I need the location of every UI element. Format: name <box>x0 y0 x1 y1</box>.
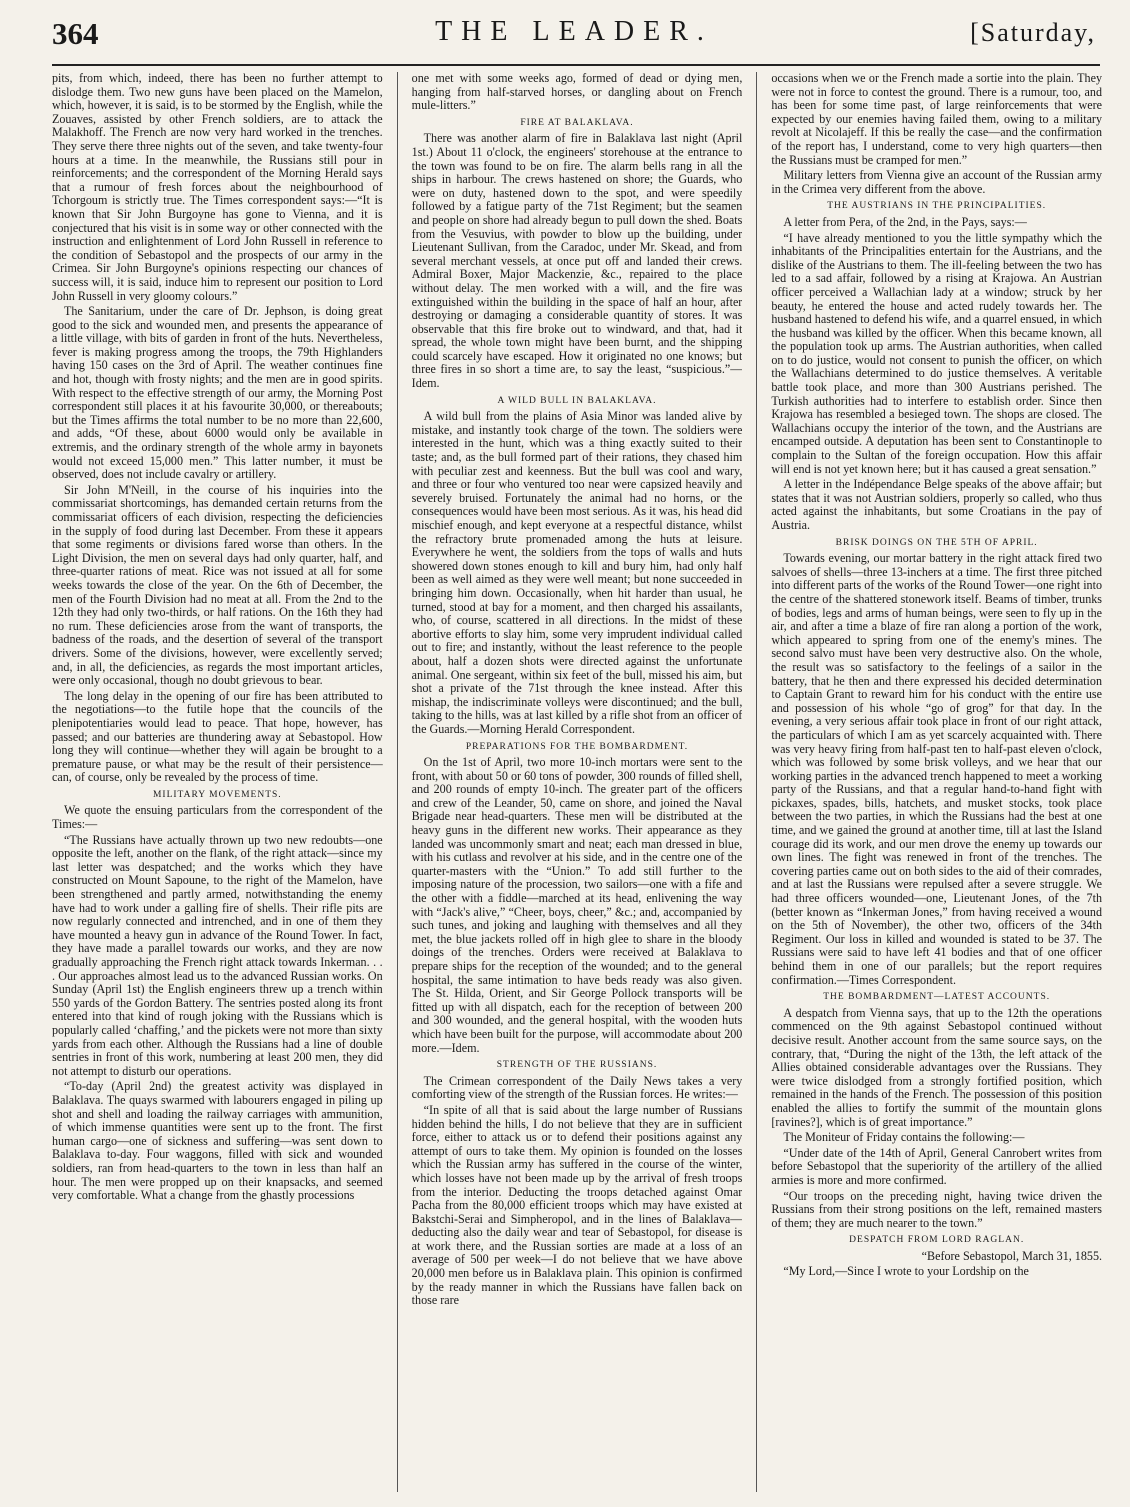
paragraph: “Under date of the 14th of April, General Canrobert writes from before Sebastopol that the superiority of the artillery of the allied armies is more and more confirmed. <box>771 1145 1103 1187</box>
paragraph: pits, from which, indeed, there has been no further attempt to dislodge them. Two new guns have been placed on the Mamelon, which, however, it is said, is to be stormed by the English, while the Zouaves, assisted by other French soldiers, are to attack the Malakhoff. The French are now very hard worked in the trenches. They serve there three nights out of the seven, and take twenty-four hours at a time. In the meanwhile, the Russians still pour in reinforcements; and the correspondent of the Morning Herald says that a rumour of fresh forces about the neighbourhood of Tchorgoum is strictly true. The Times correspondent says:—“It is known that Sir John Burgoyne has gone to Vienna, and it is conjectured that his visit is in some way or other connected with the instruction and enlightenment of Lord John Russell in reference to the condition of Sebastopol and the prospects of our army in the Crimea. Sir John Burgoyne's opinions respecting our chances of success will, it is said, induce him to represent our position to Lord John Russell in very gloomy colours.” <box>52 72 383 303</box>
paragraph: Towards evening, our mortar battery in the right attack fired two salvoes of shells—three 13-inchers at a time. The first three pitched into different parts of the works of the Round Tower—one right into the centre of the shattered stonework itself. Beams of timber, trunks of bodies, legs and arms of human beings, were seen to fly up in the air, and after a time a blaze of fire ran along a portion of the work, which appeared to spring from one of the enemy's mines. The second salvo must have been very destructive also. On the whole, the result was so satisfactory to the feelings of a sailor in the battery, that he then and there expressed his decided determination to Captain Grant to reward him for his conduct with the entire use and possession of his whole “go of grog” for that day. In the evening, a very serious affair took place in front of our right attack, the particulars of which I am as yet scarcely acquainted with. There was very heavy firing from half-past ten to half-past eleven o'clock, which was followed by some brisk volleys, and we hear that our working parties in the advanced trench happened to meet a working party of the Russians, and that a regular hand-to-hand fight with pickaxes, spades, bills, hatchets, and musket stocks, took place between the two parties, in which the Russians had the best at one time, and we gained the ground at another time, till at last the Island courage did its work, and our men drove the enemy up towards our own lines. The fight was renewed in front of the trenches. The covering parties came out on both sides to the aid of their comrades, and at last the Russians were repulsed after a severe struggle. We had three officers wounded—one, Lieutenant Jones, of the 7th (better known as “Inkerman Jones,” from having received a wound on the 5th of November), the other two, officers of the 34th Regiment. Our loss in killed and wounded is stated to be 37. The Russians were said to have left 41 bodies and that of one officer behind them in one of our parallels; but the report requires confirmation.—Times Correspondent. <box>771 551 1103 987</box>
paragraph: “I have already mentioned to you the little sympathy which the inhabitants of the Principalities entertain for the Austrians, and the dislike of the Austrians to them. The ill-feeling between the two has led to a sad affair, followed by a rising at Krajowa. An Austrian officer perceived a Wallachian lady at a window; struck by her beauty, he entered the house and acted rudely towards her. The husband hastened to defend his wife, and a quarrel ensued, in which the husband was killed by the officer. When this became known, all the population took up arms. The Austrian authorities, when called on to do justice, would not consent to punish the officer, on which the Wallachians determined to do justice themselves. A veritable battle took place, and more than 300 Austrians perished. The Turkish authorities had to interfere to establish order. Since then Krajowa has resembled a besieged town. The shops are closed. The Wallachians occupy the interior of the town, and the Austrians are encamped outside. A deputation has been sent to Constantinople to complain to the Sultan of the foreign occupation. How this affair will end is not yet known here; but it has caused a great sensation.” <box>771 230 1103 476</box>
paragraph: On the 1st of April, two more 10-inch mortars were sent to the front, with about 50 or 60 tons of powder, 300 rounds of filled shell, and 200 rounds of empty 10-inch. The greater part of the officers and crew of the Leander, 50, came on shore, and joined the Naval Brigade near head-quarters. These men will be distributed at the heavy guns in the different new works. Their appearance as they landed was uncommonly smart and neat; each man dressed in blue, with his cutlass and revolver at his side, and in the centre one of the quarter-masters with the “Union.” To add still further to the imposing nature of the procession, two sailors—one with a fife and the other with a fiddle—marched at its head, enlivening the way with “Jack's alive,” “Cheer, boys, cheer,” &c.; and, accompanied by such tunes, and joking and laughing with themselves and all they met, the blue jackets rolled off in high glee to share in the bloody doings of the trenches. Orders were received at Balaklava to prepare ships for the reception of the wounded; and to the general hospital, the same intimation to have beds ready was also given. The St. Hilda, Orient, and Sir George Pollock transports will be fitted up with all dispatch, each for the reception of between 200 and 300 wounded, and the general hospital, with the wooden huts which have been built for the purpose, will accommodate about 200 more.—Idem. <box>411 755 743 1055</box>
paragraph: “Our troops on the preceding night, having twice driven the Russians from their strong positions on the left, remained masters of them; they are much nearer to the town.” <box>771 1188 1103 1230</box>
page-number: 364 <box>52 16 99 51</box>
paragraph: A letter in the Indépendance Belge speaks of the above affair; but states that it was not Austrian soldiers, properly so called, who thus acted against the inhabitants, but some Croatians in the pay of Austria. <box>771 477 1103 532</box>
section-heading: FIRE AT BALAKLAVA. <box>520 117 634 128</box>
paragraph: “To-day (April 2nd) the greatest activity was displayed in Balaklava. The quays swarmed with labourers engaged in piling up shot and shell and loading the railway carriages with ammunition, of which immense quantities were sent up to the front. The first human cargo—one of sickness and suffering—was sent down to Balaklava to-day. Four waggons, filled with sick and wounded soldiers, ran from head-quarters to the town in less than half an hour. The men were propped up on their knapsacks, and seemed very comfortable. What a change from the ghastly processions <box>52 1079 383 1203</box>
dateline: “Before Sebastopol, March 31, 1855. <box>921 1248 1103 1263</box>
page-header <box>52 6 1096 64</box>
section-heading: MILITARY MOVEMENTS. <box>152 789 282 800</box>
header-rule <box>52 64 1100 66</box>
paragraph: A despatch from Vienna says, that up to the 12th the operations commenced on the 9th against Sebastopol continued without decisive result. Another account from the same source says, on the contrary, that, “During the night of the 13th, the left attack of the Allies obtained considerable advantages over the Russians. They were twice dislodged from a strongly fortified position, which remained in the hands of the French. The possession of this position enabled the allies to fortify the summit of the mountain glons [ravines?], which is of great importance.” <box>771 1005 1103 1129</box>
paragraph: The Crimean correspondent of the Daily News takes a very comforting view of the strength of the Russian forces. He writes:— <box>411 1073 743 1102</box>
section-heading: THE BOMBARDMENT—LATEST ACCOUNTS. <box>823 992 1051 1003</box>
paragraph: “My Lord,—Since I wrote to your Lordship on the <box>783 1264 1029 1279</box>
section-heading: THE AUSTRIANS IN THE PRINCIPALITIES. <box>827 201 1047 212</box>
section-heading: DESPATCH FROM LORD RAGLAN. <box>849 1235 1025 1246</box>
column-3 <box>771 72 1102 1492</box>
section-heading: STRENGTH OF THE RUSSIANS. <box>496 1060 658 1071</box>
paragraph: occasions when we or the French made a sortie into the plain. They were not in force to contest the ground. There is a rumour, too, and has been for some time past, of large reinforcements that were expected by our enemies having failed them, owing to a military revolt at Nicolajeff. If this be really the case—and the confirmation of the report has, I understand, come to very high quarters—then the Russians must be cramped for men.” <box>771 72 1103 167</box>
column-1 <box>52 72 383 1492</box>
section-heading: PREPARATIONS FOR THE BOMBARDMENT. <box>465 741 689 752</box>
column-divider <box>397 72 398 1492</box>
paragraph: The Sanitarium, under the care of Dr. Jephson, is doing great good to the sick and wounded men, and presents the appearance of a little village, with bits of garden in front of the huts. Nevertheless, fever is making progress among the troops, the 79th Highlanders having 150 cases on the 3rd of April. The weather continues fine and hot, though with frosty nights; and the men are in good spirits. With respect to the effective strength of our army, the Morning Post correspondent still places it at his favourite 30,000, or thereabouts; but the Times affirms the total number to be no more than 22,600, and adds, “Of these, about 6000 would only be available in extremis, and the ordinary strength of the whole army in bayonets would not exceed 15,000 men.” This latter number, it must be observed, does not include cavalry or artillery. <box>52 304 383 482</box>
paragraph: “The Russians have actually thrown up two new redoubts—one opposite the left, another on the flank, of the right attack—since my last letter was despatched; and the works which they have constructed on Mount Sapoune, to the right of the Mamelon, have been strengthened and partly armed, notwithstanding the enemy have had to work under a galling fire of shells. Their rifle pits are now regularly connected and intrenched, and in one of them they have mounted a heavy gun in advance of the Round Tower. In fact, they have made a parallel towards our works, and they are now gradually approaching the French right attack towards Inkerman. . . . Our approaches almost lead us to the advanced Russian works. On Sunday (April 1st) the English engineers threw up a trench within 550 yards of the Gordon Battery. The sentries posted along its front entered into that kind of rough joking with the Russians which is popularly called ‘chaffing,’ and the pickets were not more than sixty yards from each other. Although the Russians had a line of double sentries in front of this work, numbering at least 200 men, they did not attempt to disturb our operations. <box>52 832 383 1078</box>
paragraph: The Moniteur of Friday contains the following:— <box>783 1130 1025 1145</box>
paragraph: one met with some weeks ago, formed of dead or dying men, hanging from half-starved horses, or dangling about on French mule-litters.” <box>411 72 743 113</box>
paragraph: Sir John M'Neill, in the course of his inquiries into the commissariat shortcomings, has demanded certain returns from the commissariat officers of each division, respecting the deficiencies in the supply of food during last December. From these it appears that some regiments or divisions fared worse than others. In the Light Division, the men on several days had only quarter, half, and three-quarter rations of meat. Rice was not issued at all for some weeks towards the close of the year. On the 6th of December, the men of the Fourth Division had no meat at all. From the 2nd to the 12th they had only two-thirds, or half rations. On the 16th they had no rum. These deficiencies arose from the want of transports, the badness of the roads, and the desertion of several of the transport drivers. Some of the divisions, however, were excellently served; and, in all, the deficiencies, as regards the most important articles, were only occasional, though no doubt grievous to bear. <box>52 482 383 688</box>
section-heading: BRISK DOINGS ON THE 5TH OF APRIL. <box>835 537 1038 548</box>
paragraph: A wild bull from the plains of Asia Minor was landed alive by mistake, and instantly took charge of the town. The soldiers were interested in the hunt, which was a thing exactly suited to their taste; and, as the bull formed part of their rations, they chased him with peculiar zest and keenness. But the bull was cool and wary, and three or four who ventured too near were capsized heavily and severely bruised. Fortunately the animal had no horns, or the consequences would have been most serious. As it was, his head did mischief enough, and kept everyone at a respectful distance, whilst the refractory brute promenaded among the huts at leisure. Everywhere he went, the soldiers from the tops of walls and huts showered down stones enough to kill and bury him, had only half been as well aimed as they were well meant; but none succeeded in bringing him down. Occasionally, when hit harder than usual, he turned, stood at bay for a moment, and then charged his assailants, who, of course, scattered in all directions. In the midst of these abortive efforts to slay him, some very imprudent individual called out to fire; and instantly, without the least reference to the people about, half a dozen shots were directed against the unfortunate animal. One sergeant, within six feet of the bull, missed his aim, but shot a private of the 71st through the knee instead. After this mishap, the indiscriminate volleys were discontinued; and the bull, taking to the hills, was at last killed by a rifle shot from an officer of the Guards.—Morning Herald Correspondent. <box>411 409 743 736</box>
column-divider <box>756 72 757 1492</box>
header-day: [Saturday, <box>970 18 1096 47</box>
paragraph: We quote the ensuing particulars from the correspondent of the Times:— <box>52 803 383 832</box>
paragraph: There was another alarm of fire in Balaklava last night (April 1st.) About 11 o'clock, the engineers' storehouse at the entrance to the town was found to be on fire. The alarm bells rang in all the ships in harbour. The crews hastened on shore; the Guards, who were on duty, hastened down to the spot, and were speedily followed by a fatigue party of the 71st Regiment; but the seamen and people on shore had already begun to pull down the shed. Boats from the Vesuvius, with powder to blow up the building, under Lieutenant Sullivan, from the Caradoc, under Mr. Skead, and from several merchant vessels, at once put off and landed their crews. Admiral Boxer, Major Mackenzie, &c., repaired to the place without delay. The men worked with a will, and the fire was extinguished within the building in the space of half an hour, after destroying or damaging a considerable quantity of stores. It was observable that this fire broke out to windward, and that, had it spread, the whole town might have been burnt, and the shipping could scarcely have escaped. How it originated no one knows; but three fires in so short a time are, to say the least, “suspicious.”—Idem. <box>411 131 743 391</box>
paragraph: Military letters from Vienna give an account of the Russian army in the Crimea very different from the above. <box>771 168 1103 196</box>
section-heading: A WILD BULL IN BALAKLAVA. <box>497 395 657 406</box>
column-2 <box>412 72 743 1492</box>
masthead-title: THE LEADER. <box>435 16 713 47</box>
paragraph: A letter from Pera, of the 2nd, in the Pays, says:— <box>783 214 1027 229</box>
paragraph: The long delay in the opening of our fire has been attributed to the negotiations—to the futile hope that the councils of the plenipotentiaries would lead to peace. That hope, however, has passed; and our batteries are thundering away at Sebastopol. How long they will continue—whether they will again be brought to a premature pause, or what may be the result of their persistence—can, of course, only be revealed by the process of time. <box>52 688 383 785</box>
paragraph: “In spite of all that is said about the large number of Russians hidden behind the hills, I do not believe that they are in sufficient force, either to attack us or to defend their positions against any attempt of ours to take them. My opinion is founded on the losses which the Russian army has suffered in the course of the winter, which losses have not been made up by the arrival of fresh troops from the interior. Deducting the troops detached against Omar Pacha from the 80,000 efficient troops which may have existed at Bakstchi-Serai and Simpheropol, and in the lines of Balaklava—deducting also the daily wear and tear of Sebastopol, for disease is at work there, and the Russian sorties are made at a loss of an average of 500 per week—I do not believe that we have above 20,000 men before us in Balaklava plain. This opinion is confirmed by the ready manner in which the Russians have fallen back on those rare <box>411 1102 743 1308</box>
article-columns <box>52 72 1102 1492</box>
